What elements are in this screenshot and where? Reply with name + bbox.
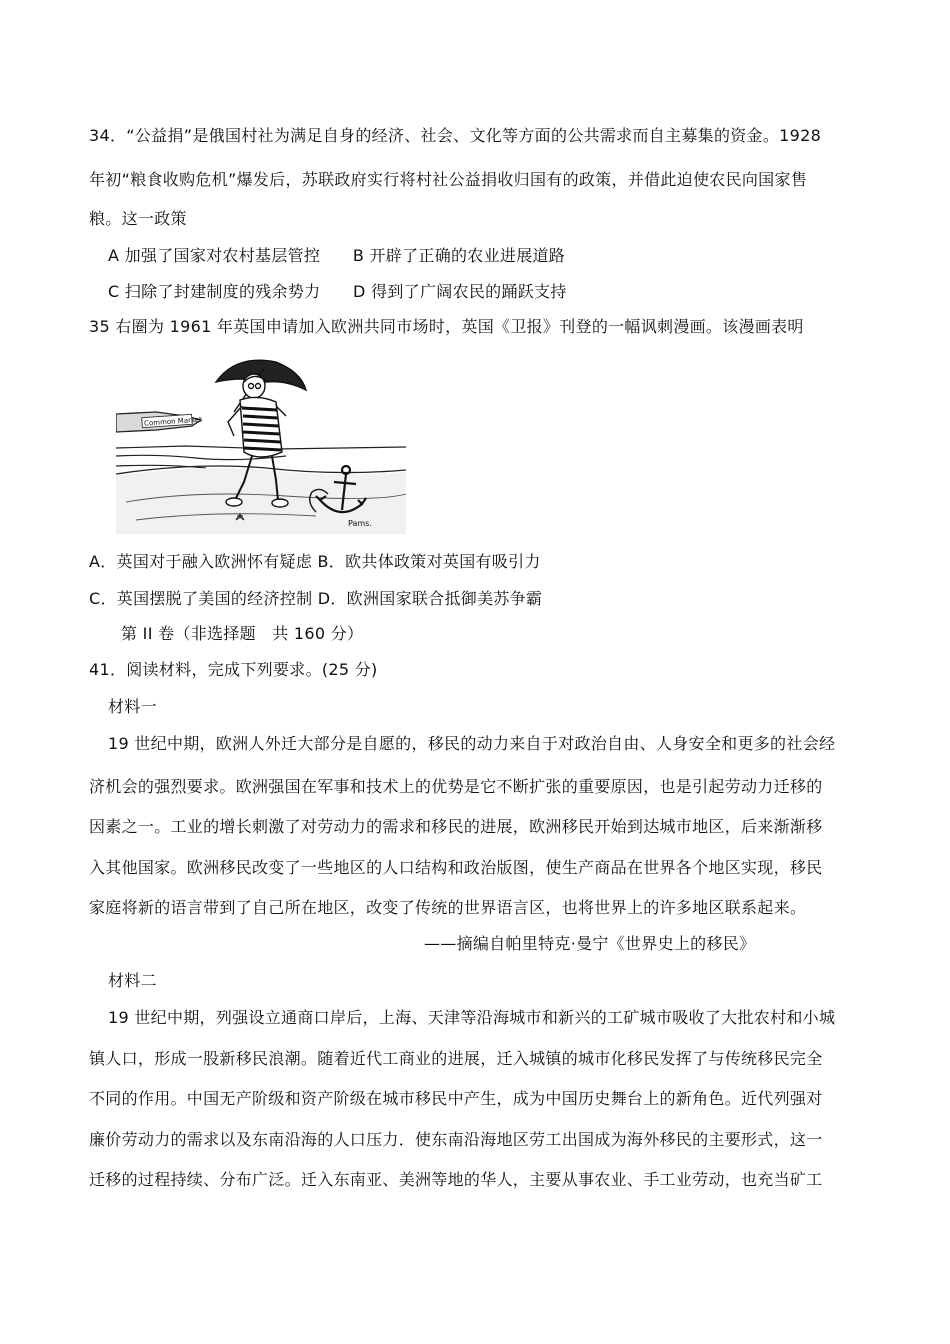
satirical-cartoon-image (116, 352, 406, 534)
material-1-line-5: 家庭将新的语言带到了自己所在地区，改变了传统的世界语言区，也将世界上的许多地区联系起来。 (89, 898, 807, 917)
q34-stem-line-3: 粮。这一政策 (89, 209, 187, 228)
material-1-label: 材料一 (108, 697, 157, 716)
common-market-coast (116, 412, 202, 432)
material-1-line-2: 济机会的强烈要求。欧洲强国在军事和技术上的优势是它不断扩张的重要原因，也是引起劳动力迁移的 (89, 777, 823, 796)
material-2-line-1: 19 世纪中期，列强设立通商口岸后，上海、天津等沿海城市和新兴的工矿城市吸收了大批农村和小城 (108, 1008, 836, 1027)
q35-options-cd: C．英国摆脱了美国的经济控制 D．欧洲国家联合抵御美苏争霸 (89, 589, 543, 608)
material-2-line-3: 不同的作用。中国无产阶级和资产阶级在城市移民中产生，成为中国历史舞台上的新角色。近代列强对 (89, 1089, 823, 1108)
q34-options-ab: A 加强了国家对农村基层管控 B 开辟了正确的农业进展道路 (108, 246, 566, 265)
material-2-line-4: 廉价劳动力的需求以及东南沿海的人口压力．使东南沿海地区劳工出国成为海外移民的主要形式，这一 (89, 1130, 823, 1149)
material-1-line-3: 因素之一。工业的增长刺激了对劳动力的需求和移民的进展，欧洲移民开始到达城市地区，后来渐渐移 (89, 817, 823, 836)
cartoonist-signature: Pams. (348, 519, 372, 528)
material-2-line-2: 镇人口，形成一股新移民浪潮。随着近代工商业的进展，迁入城镇的城市化移民发挥了与传统移民完全 (89, 1049, 823, 1068)
material-2-line-5: 迁移的过程持续、分布广泛。迁入东南亚、美洲等地的华人，主要从事农业、手工业劳动，也充当矿工 (89, 1170, 823, 1189)
q34-stem-line-1: 34．“公益捐”是俄国村社为满足自身的经济、社会、文化等方面的公共需求而自主募集的资金。1928 (89, 126, 822, 145)
q34-options-cd: C 扫除了封建制度的残余势力 D 得到了广阔农民的踊跃支持 (108, 282, 567, 301)
material-2-label: 材料二 (108, 971, 157, 990)
common-market-sign-text: Common Market (143, 415, 203, 428)
q35-options-ab: A．英国对于融入欧洲怀有疑虑 B．欧共体政策对英国有吸引力 (89, 552, 541, 571)
material-1-line-4: 入其他国家。欧洲移民改变了一些地区的人口结构和政治版图，使生产商品在世界各个地区实现，移民 (89, 858, 823, 877)
q34-stem-line-2: 年初“粮食收购危机”爆发后，苏联政府实行将村社公益捐收归国有的政策，并借此迫使农民向国家售 (89, 170, 808, 189)
section-2-title: 第 II 卷（非选择题 共 160 分） (121, 624, 364, 643)
material-1-source: ——摘编自帕里特克·曼宁《世界史上的移民》 (424, 934, 756, 953)
material-1-line-1: 19 世纪中期，欧洲人外迁大部分是自愿的，移民的动力来自于对政治自由、人身安全和更多的社会经 (108, 734, 836, 753)
q41-heading: 41．阅读材料，完成下列要求。(25 分) (89, 660, 378, 679)
q35-stem: 35 右圈为 1961 年英国申请加入欧洲共同市场时，英国《卫报》刊登的一幅讽刺漫画。该漫画表明 (89, 317, 804, 336)
